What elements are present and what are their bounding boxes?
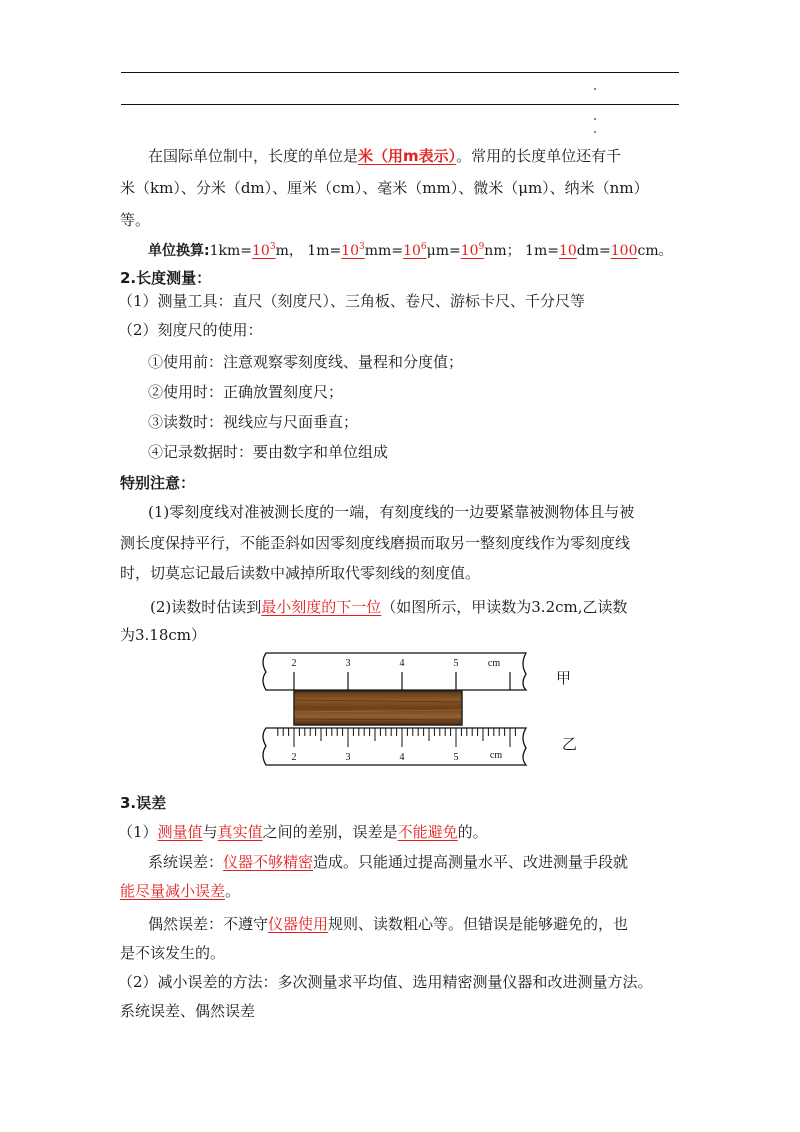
error-text: 偶然误差：不遵守 [148, 915, 269, 933]
conversion-answer: $10^6$ [403, 242, 427, 259]
margin-dot [594, 118, 596, 120]
conversion-answer: 10 [558, 243, 577, 259]
bottom-tick-label: 5 [453, 752, 459, 763]
conversion-text: 1km= [209, 243, 253, 259]
reduce-error-methods: （2）减小误差的方法：多次测量求平均值、选用精密测量仪器和改进测量方法。 [118, 973, 653, 991]
conversion-answer: $10^3$ [252, 242, 276, 259]
ruler-top [263, 653, 526, 690]
usage-step-4: ④记录数据时：要由数字和单位组成 [148, 443, 389, 461]
header-rule-top [121, 72, 679, 73]
systematic-error-line-1 [148, 852, 628, 872]
error-definition [118, 822, 488, 842]
top-tick-label: 2 [291, 658, 297, 669]
error-text: （1） [118, 823, 158, 841]
unavoidable-answer: 不能避免 [397, 823, 458, 841]
random-error-line-2: 是不该发生的。 [120, 944, 226, 962]
error-types: 系统误差、偶然误差 [120, 1002, 256, 1020]
intro-line-3: 等。 [120, 211, 151, 229]
usage-step-1: ①使用前：注意观察零刻度线、量程和分度值； [148, 353, 464, 371]
header-rule-bottom [121, 104, 679, 105]
unit-conversion [148, 241, 673, 261]
tools-item: （1）测量工具：直尺（刻度尺）、三角板、卷尺、游标卡尺、千分尺等 [118, 292, 586, 310]
note-text: （如图所示，甲读数为3.2cm,乙读数 [381, 598, 628, 616]
ruler-label-jia: 甲 [556, 669, 572, 687]
conversion-text: m， 1m= [275, 243, 342, 259]
ruler-usage-item: （2）刻度尺的使用： [118, 321, 263, 339]
intro-text: 在国际单位制中，长度的单位是 [148, 147, 359, 165]
conversion-label: 单位换算: [148, 243, 210, 259]
note-2-line-2: 为3.18cm） [120, 626, 207, 644]
error-text: 系统误差： [148, 853, 224, 871]
margin-dot [594, 88, 596, 90]
note-1-line-2: 测长度保持平行，不能歪斜如因零刻度线磨损而取另一整刻度线作为零刻度线 [120, 534, 631, 552]
conversion-text: cm。 [637, 243, 673, 259]
measured-value-answer: 测量值 [157, 823, 203, 841]
conversion-answer: 100 [610, 243, 638, 259]
si-unit-answer: 米（用m表示） [358, 147, 457, 165]
intro-text: 。常用的长度单位还有千 [456, 147, 622, 165]
section-2-title: 2.长度测量： [120, 269, 212, 287]
ruler-figure [256, 650, 536, 768]
note-1-line-1: (1)零刻度线对准被测长度的一端，有刻度线的一边要紧靠被测物体且与被 [148, 503, 635, 521]
usage-step-2: ②使用时：正确放置刻度尺； [148, 383, 344, 401]
ruler-bottom [263, 728, 526, 765]
conversion-answer: $10^3$ [341, 242, 365, 259]
conversion-text: dm= [576, 243, 611, 259]
ruler-label-yi: 乙 [562, 735, 578, 753]
conversion-answer: $10^9$ [460, 242, 485, 259]
bottom-tick-label: 4 [399, 752, 405, 763]
reduce-error-answer: 能尽量减小误差 [120, 882, 226, 900]
random-error-line-1 [148, 914, 628, 934]
top-tick-label: 3 [345, 658, 351, 669]
section-3-title: 3.误差 [120, 794, 167, 812]
margin-dot [594, 131, 596, 133]
top-unit-label: cm [487, 658, 501, 669]
error-text: 规则、读数粗心等。但错误是能够避免的，也 [328, 915, 629, 933]
conversion-text: nm； 1m= [484, 243, 559, 259]
error-text: 之间的差别，误差是 [262, 823, 398, 841]
error-text: 与 [202, 823, 218, 841]
estimate-answer: 最小刻度的下一位 [261, 598, 382, 616]
bottom-tick-label: 3 [345, 752, 351, 763]
note-text: (2)读数时估读到 [150, 598, 262, 616]
intro-line-2: 米（km）、分米（dm）、厘米（cm）、毫米（mm）、微米（μm）、纳米（nm） [120, 179, 649, 197]
top-tick-label: 5 [453, 658, 459, 669]
bottom-unit-label: cm [489, 750, 503, 761]
conversion-text: mm= [364, 243, 404, 259]
error-text: 造成。只能通过提高测量水平、改进测量手段就 [313, 853, 629, 871]
bottom-tick-label: 2 [291, 752, 297, 763]
true-value-answer: 真实值 [217, 823, 263, 841]
intro-line-1 [148, 146, 621, 166]
instrument-use-answer: 仪器使用 [268, 915, 329, 933]
conversion-text: μm= [426, 243, 461, 259]
top-tick-label: 4 [399, 658, 405, 669]
error-text: 的。 [457, 823, 488, 841]
systematic-cause-answer: 仪器不够精密 [223, 853, 314, 871]
error-text: 。 [225, 882, 241, 900]
systematic-error-line-2 [120, 881, 240, 901]
note-1-line-3: 时，切莫忘记最后读数中减掉所取代零刻线的刻度值。 [120, 564, 481, 582]
note-2-line-1 [150, 597, 628, 617]
note-title: 特别注意： [120, 474, 196, 492]
usage-step-3: ③读数时：视线应与尺面垂直； [148, 413, 359, 431]
